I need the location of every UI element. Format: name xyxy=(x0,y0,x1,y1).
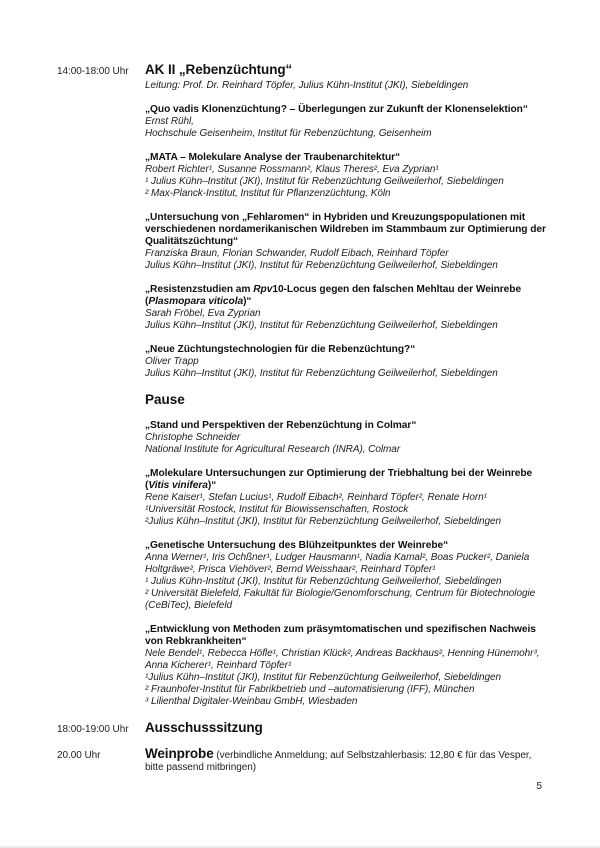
schedule-row-body xyxy=(145,624,546,708)
talk-title xyxy=(145,540,546,552)
event-note: (verbindliche Anmeldung; auf Selbstzahlerbasis: 12,80 € für das Vesper, bitte passend mitbringen) xyxy=(145,750,532,773)
talk-title-segment: 10-Locus gegen den falschen Mehltau der Weinrebe ( xyxy=(145,284,522,307)
talk-title xyxy=(145,344,546,356)
page-number: 5 xyxy=(536,781,542,792)
schedule-row xyxy=(57,392,546,408)
talk-detail-line: ³ Lilienthal Digitaler-Weinbau GmbH, Wiesbaden xyxy=(145,696,358,707)
talk-detail-line: ² Fraunhofer-Institut für Fabrikbetrieb und –automatisierung (IFF), München xyxy=(145,684,475,695)
talk-detail-line: Hochschule Geisenheim, Institut für Rebenzüchtung, Geisenheim xyxy=(145,128,432,139)
talk-detail-line: Anna Werner¹, Iris Ochßner¹, Ludger Hausmann¹, Nadia Kamal², Boas Pucker², Daniela Holtgräwe², Prisca Viehöver², Bernd Weisshaar², Reinhard Töpfer¹ xyxy=(145,552,530,575)
talk-detail-line: Oliver Trapp xyxy=(145,356,199,367)
talk-detail-line: Christophe Schneider xyxy=(145,432,241,443)
talk-detail-line: Robert Richter¹, Susanne Rossmann², Klaus Theres², Eva Zyprian¹ xyxy=(145,164,439,175)
break-label: Pause xyxy=(145,392,185,407)
talk-detail-line: Julius Kühn–Institut (JKI), Institut für Rebenzüchtung Geilweilerhof, Siebeldingen xyxy=(145,260,498,271)
talk-title xyxy=(145,152,546,164)
schedule-row xyxy=(57,540,546,612)
talk-title-segment: „Untersuchung von „Fehlaromen“ in Hybriden und Kreuzungspopulationen mit verschiedenen nordamerikanischen Wildreben im Stammbaum zur Optimierung der Qualitätszüchtung“ xyxy=(145,212,546,247)
schedule-row-body xyxy=(145,468,546,528)
schedule-row xyxy=(57,284,546,332)
event-line xyxy=(145,748,546,774)
talk-title xyxy=(145,420,546,432)
schedule-row xyxy=(57,152,546,200)
talk-title-segment: „Resistenzstudien am xyxy=(145,284,254,295)
talk-title-segment: )“ xyxy=(243,296,252,307)
schedule-row xyxy=(57,420,546,456)
schedule-row-body xyxy=(145,62,546,92)
talk-detail-line: Franziska Braun, Florian Schwander, Rudolf Eibach, Reinhard Töpfer xyxy=(145,248,449,259)
schedule-row xyxy=(57,468,546,528)
talk-detail-line: ¹ Julius Kühn–Institut (JKI), Institut für Rebenzüchtung Geilweilerhof, Siebeldingen xyxy=(145,176,504,187)
time-label: 18:00-19:00 Uhr xyxy=(57,724,129,735)
talk-title-segment: „Molekulare Untersuchungen zur Optimierung der Triebhaltung bei der Weinrebe ( xyxy=(145,468,533,491)
talk-detail-line: Sarah Fröbel, Eva Zyprian xyxy=(145,308,261,319)
talk-detail-line: ¹Universität Rostock, Institut für Biowissenschaften, Rostock xyxy=(145,504,409,515)
talk-title-segment: Vitis vinifera xyxy=(148,480,208,491)
talk-detail-line: ¹Julius Kühn–Institut (JKI), Institut für Rebenzüchtung Geilweilerhof, Siebeldingen xyxy=(145,672,502,683)
talk-title-segment: „MATA – Molekulare Analyse der Traubenarchitektur“ xyxy=(145,152,401,163)
session-title: AK II „Rebenzüchtung“ xyxy=(145,62,293,77)
talk-detail-line: Ernst Rühl, xyxy=(145,116,194,127)
talk-detail-line: Rene Kaiser¹, Stefan Lucius¹, Rudolf Eibach², Reinhard Töpfer², Renate Horn¹ xyxy=(145,492,487,503)
schedule-row-body xyxy=(145,748,546,774)
session-title: Ausschusssitzung xyxy=(145,720,263,735)
talk-title xyxy=(145,468,546,492)
schedule-row-body xyxy=(145,540,546,612)
schedule-row xyxy=(57,344,546,380)
talk-title-segment: Plasmopara viticola xyxy=(148,296,244,307)
program-schedule xyxy=(57,62,546,774)
time-label: 20.00 Uhr xyxy=(57,750,101,761)
talk-title-segment: )“ xyxy=(207,480,217,491)
schedule-row-body xyxy=(145,152,546,200)
talk-detail-line: Julius Kühn–Institut (JKI), Institut für Rebenzüchtung Geilweilerhof, Siebeldingen xyxy=(145,368,498,379)
session-chair-line: Leitung: Prof. Dr. Reinhard Töpfer, Julius Kühn-Institut (JKI), Siebeldingen xyxy=(145,80,469,91)
schedule-row xyxy=(57,212,546,272)
schedule-row-body xyxy=(145,420,546,456)
talk-title-segment: „Neue Züchtungstechnologien für die Rebenzüchtung?“ xyxy=(145,344,416,355)
schedule-row-body xyxy=(145,392,546,408)
talk-title-segment: „Entwicklung von Methoden zum präsymtomatischen und spezifischen Nachweis von Rebkrankheiten“ xyxy=(145,624,536,647)
talk-detail-line: National Institute for Agricultural Research (INRA), Colmar xyxy=(145,444,401,455)
schedule-row xyxy=(57,748,546,774)
schedule-row-body xyxy=(145,104,546,140)
talk-title xyxy=(145,624,546,648)
schedule-row xyxy=(57,62,546,92)
talk-detail-line: ² Max-Planck-Institut, Institut für Pflanzenzüchtung, Köln xyxy=(145,188,391,199)
schedule-row-body xyxy=(145,284,546,332)
schedule-row-body xyxy=(145,720,546,736)
schedule-row xyxy=(57,104,546,140)
schedule-row xyxy=(57,720,546,736)
schedule-row-body xyxy=(145,212,546,272)
talk-detail-line: ²Julius Kühn–Institut (JKI), Institut für Rebenzüchtung Geilweilerhof, Siebeldingen xyxy=(145,516,502,527)
talk-detail-line: ² Universität Bielefeld, Fakultät für Biologie/Genomforschung, Centrum für Biotechnologie (CeBiTec), Bielefeld xyxy=(145,588,536,611)
talk-title-segment: „Genetische Untersuchung des Blühzeitpunktes der Weinrebe“ xyxy=(145,540,449,551)
talk-detail-line: ¹ Julius Kühn-Institut (JKI), Institut für Rebenzüchtung Geilweilerhof, Siebeldingen xyxy=(145,576,502,587)
talk-detail-line: Nele Bendel¹, Rebecca Höfle¹, Christian Klück², Andreas Backhaus², Henning Hünemohr³, Anna Kicherer¹, Reinhard Töpfer¹ xyxy=(145,648,540,671)
talk-title-segment: „Quo vadis Klonenzüchtung? – Überlegungen zur Zukunft der Klonenselektion“ xyxy=(145,104,528,115)
time-label: 14:00-18:00 Uhr xyxy=(57,66,129,77)
talk-title xyxy=(145,104,546,116)
talk-detail-line: Julius Kühn–Institut (JKI), Institut für Rebenzüchtung Geilweilerhof, Siebeldingen xyxy=(145,320,498,331)
event-title: Weinprobe xyxy=(145,746,214,761)
talk-title-segment: Rpv xyxy=(253,284,273,295)
talk-title-segment: „Stand und Perspektiven der Rebenzüchtung in Colmar“ xyxy=(145,420,417,431)
talk-title xyxy=(145,284,546,308)
talk-title xyxy=(145,212,546,248)
schedule-row-body xyxy=(145,344,546,380)
schedule-row xyxy=(57,624,546,708)
